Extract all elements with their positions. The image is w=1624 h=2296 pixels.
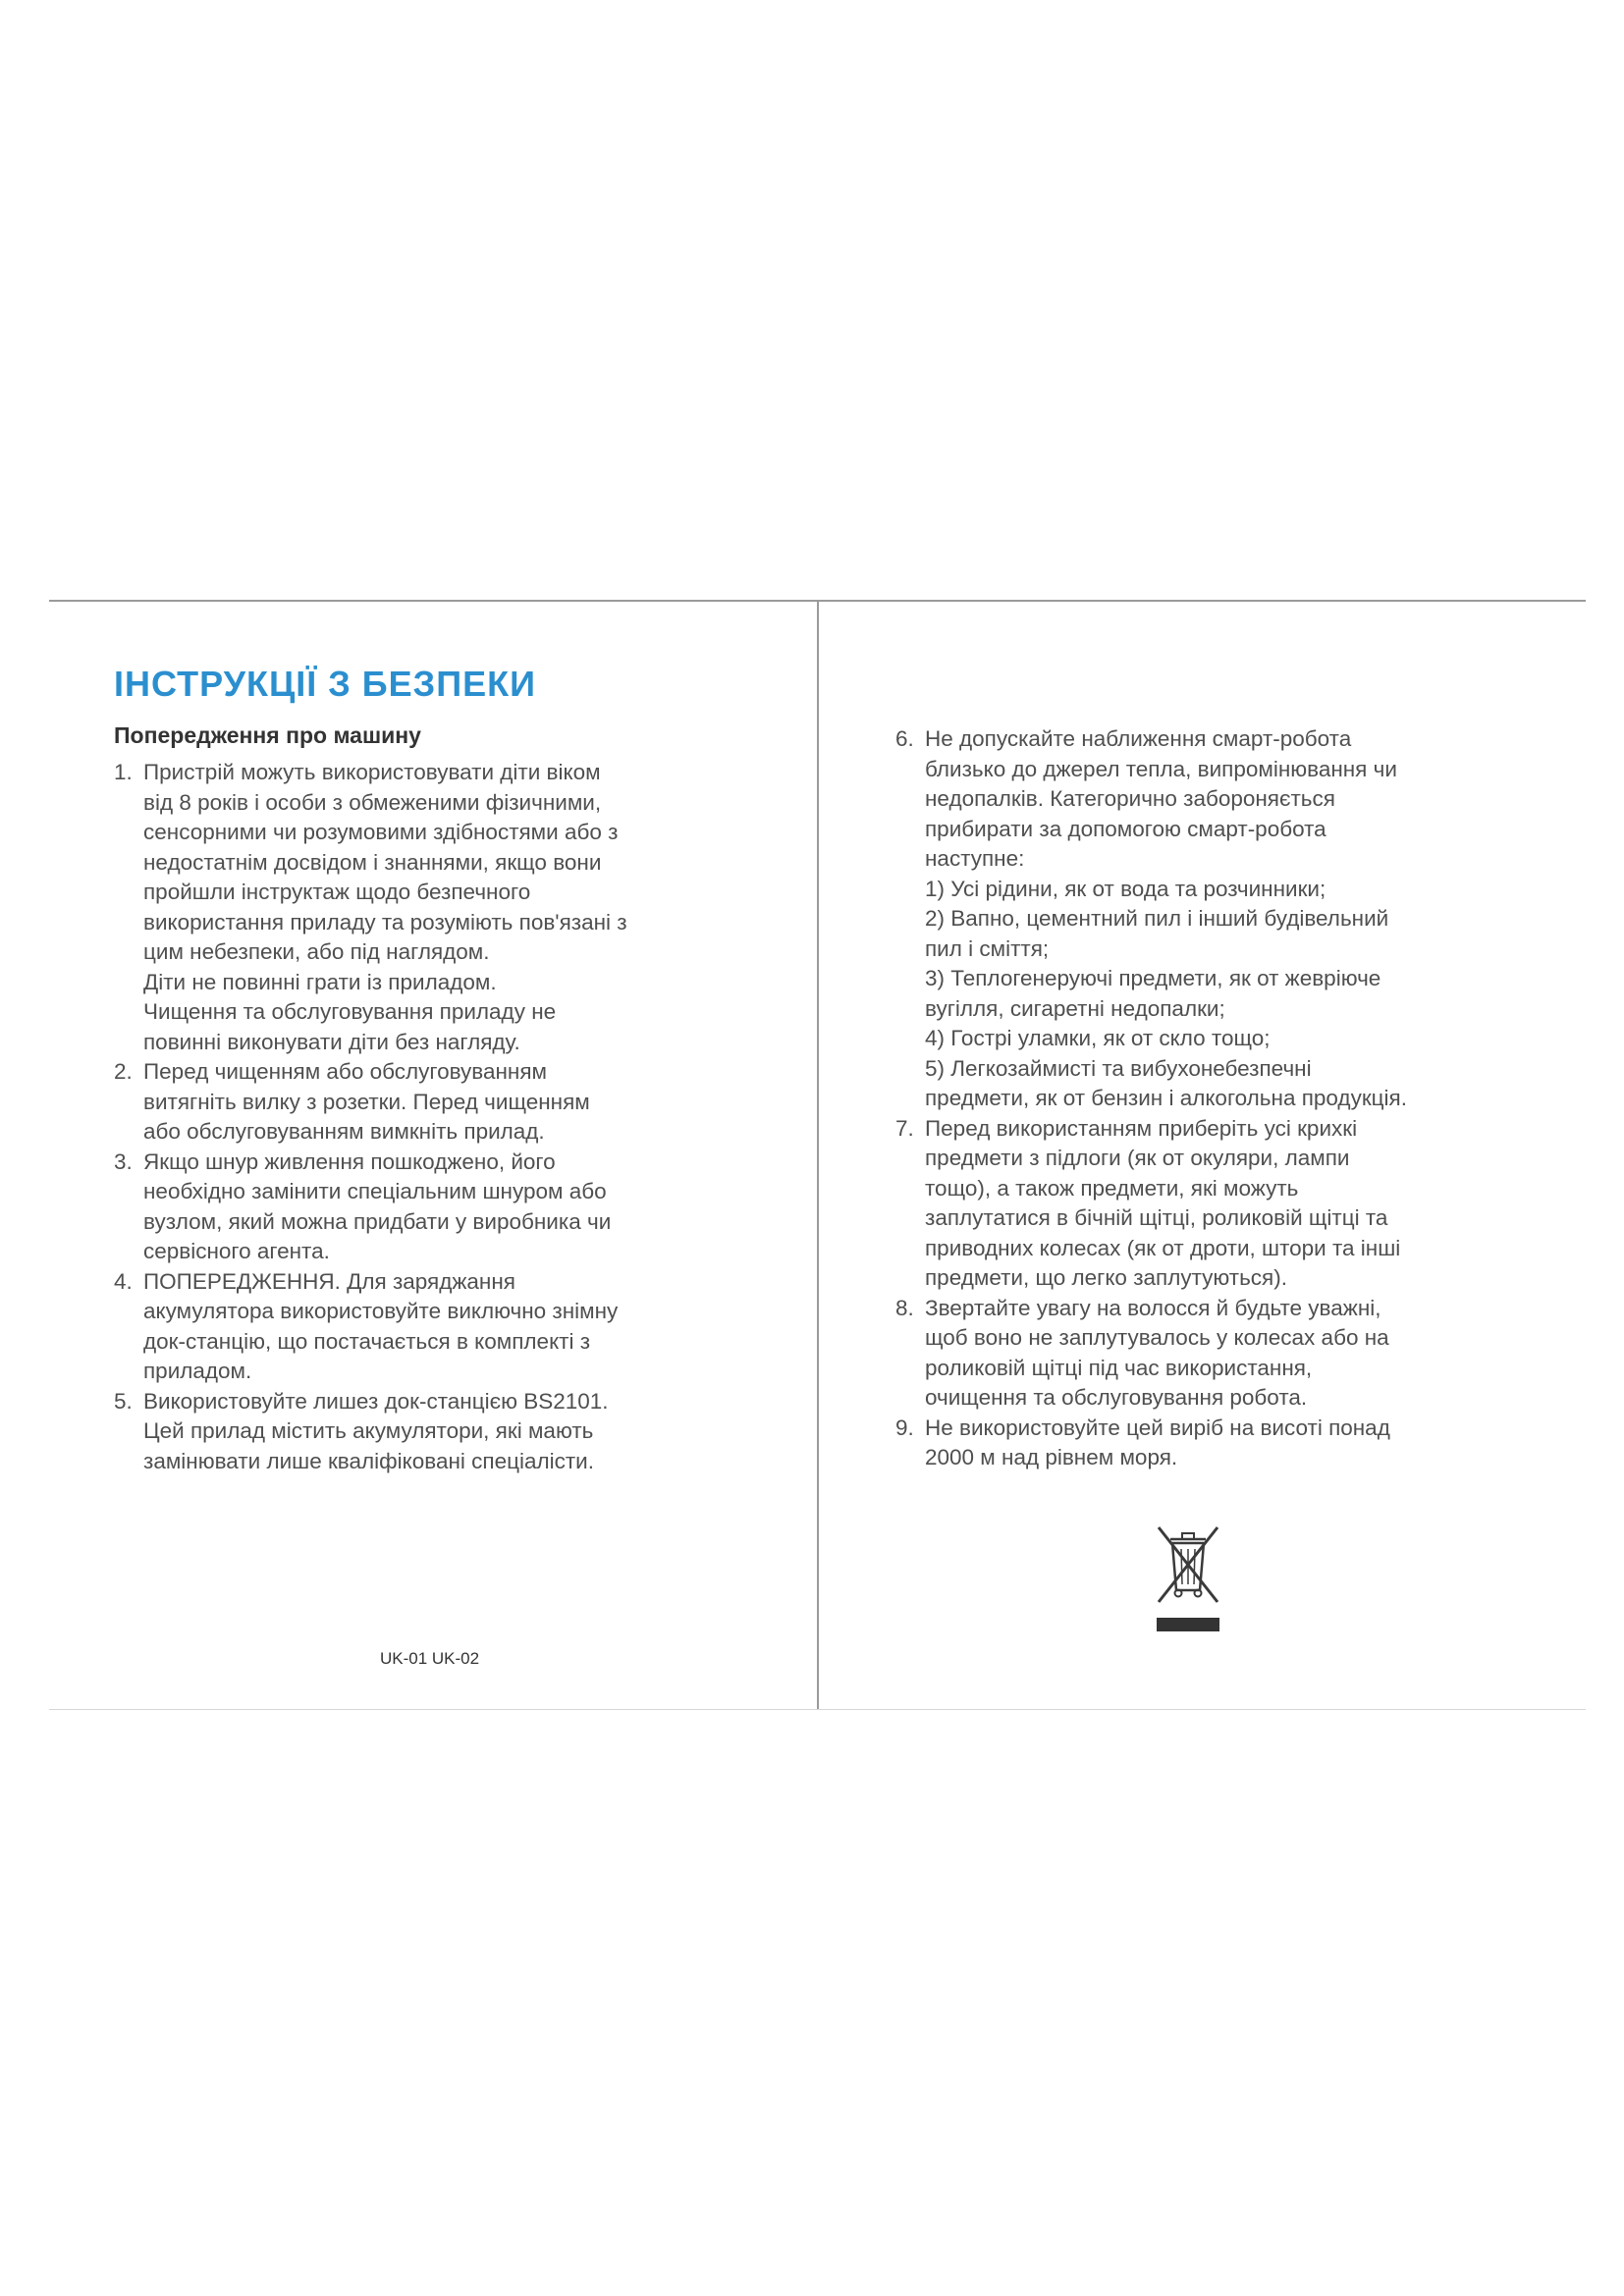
text-line: Перед використанням приберіть усі крихкі [925, 1115, 1358, 1141]
text-line: предмети, як от бензин і алкогольна продукція. [925, 1086, 1407, 1110]
item-text [143, 758, 752, 1057]
text-line: Використовуйте лишез док-станцією BS2101. [143, 1388, 609, 1414]
item-number: 5. [114, 1388, 133, 1414]
text-line: недостатнім досвідом і знаннями, якщо вони [143, 849, 602, 875]
text-line: приводних колесах (як от дроти, штори та інші [925, 1235, 1401, 1260]
item-number: 7. [895, 1115, 914, 1141]
text-line: предмети з підлоги (як от окуляри, лампи [925, 1146, 1350, 1170]
text-line: предмети, що легко заплутуються). [925, 1265, 1287, 1290]
item-number: 8. [895, 1295, 914, 1320]
text-line: вугілля, сигаретні недопалки; [925, 995, 1225, 1021]
text-line: прибирати за допомогою смарт-робота [925, 816, 1326, 841]
item-text [143, 1387, 752, 1477]
text-line: акумулятора використовуйте виключно знімну [143, 1299, 619, 1323]
item-text [143, 1057, 752, 1148]
item-text [925, 1114, 1524, 1294]
list-item [895, 1114, 1524, 1294]
item-number: 2. [114, 1059, 133, 1084]
item-number: 4. [114, 1268, 133, 1294]
list-item [895, 724, 1524, 1114]
item-text [925, 1294, 1524, 1414]
center-divider [817, 600, 819, 1710]
list-item [114, 1387, 752, 1477]
text-line: 2000 м над рівнем моря. [925, 1445, 1178, 1469]
text-line: сервісного агента. [143, 1239, 330, 1263]
list-item [114, 1057, 752, 1148]
item-number: 3. [114, 1148, 133, 1174]
left-column [114, 758, 752, 1476]
text-line: Чищення та обслуговування приладу не [143, 999, 557, 1024]
text-line: недопалків. Категорично забороняється [925, 786, 1335, 811]
text-line: тощо), а також предмети, які можуть [925, 1175, 1299, 1201]
text-line: пил і сміття; [925, 935, 1050, 961]
text-line: 1) Усі рідини, як от вода та розчинники; [925, 876, 1326, 901]
text-line: Не допускайте наближення смарт-робота [925, 726, 1352, 751]
text-line: пройшли інструктаж щодо безпечного [143, 880, 531, 904]
item-number: 1. [114, 760, 133, 784]
text-line: цим небезпеки, або під наглядом. [143, 939, 490, 964]
text-line: 2) Вапно, цементний пил і інший будівельний [925, 906, 1389, 931]
item-text [925, 724, 1524, 1114]
text-line: необхідно замінити спеціальним шнуром або [143, 1179, 607, 1203]
text-line: Звертайте увагу на волосся й будьте уважні, [925, 1295, 1381, 1320]
text-line: 4) Гострі уламки, як от скло тощо; [925, 1026, 1271, 1050]
text-line: або обслуговуванням вимкніть прилад. [143, 1119, 545, 1144]
text-line: сенсорними чи розумовими здібностями або з [143, 820, 619, 844]
text-line: заплутатися в бічній щітці, роликовій щітці та [925, 1205, 1388, 1230]
text-line: повинні виконувати діти без нагляду. [143, 1029, 520, 1054]
text-line: 5) Легкозаймисті та вибухонебезпечні [925, 1055, 1312, 1081]
right-column [895, 724, 1524, 1473]
text-line: використання приладу та розуміють пов'язані з [143, 909, 627, 934]
text-line: Пристрій можуть використовувати діти віком [143, 760, 601, 784]
text-line: вузлом, який можна придбати у виробника чи [143, 1208, 612, 1234]
text-line: Якщо шнур живлення пошкоджено, його [143, 1148, 556, 1174]
list-item [114, 1148, 752, 1267]
text-line: витягніть вилку з розетки. Перед чищенням [143, 1089, 590, 1114]
text-line: від 8 років і особи з обмеженими фізичними, [143, 789, 602, 815]
list-item [895, 1294, 1524, 1414]
weee-crossed-bin-icon [1149, 1522, 1227, 1639]
text-line: близько до джерел тепла, випромінювання чи [925, 756, 1397, 781]
section-subtitle: Попередження про машину [114, 722, 421, 748]
text-line: роликовій щітці під час використання, [925, 1355, 1313, 1380]
text-line: Перед чищенням або обслуговуванням [143, 1059, 548, 1084]
text-line: приладом. [143, 1359, 252, 1383]
list-item [895, 1414, 1524, 1473]
text-line: ПОПЕРЕДЖЕННЯ. Для заряджання [143, 1268, 515, 1294]
page-numbers: UK-01 UK-02 [380, 1649, 480, 1668]
page-title: ІНСТРУКЦІЇ З БЕЗПЕКИ [114, 664, 536, 704]
item-number: 6. [895, 726, 914, 751]
text-line: 3) Теплогенеруючі предмети, як от жевріюче [925, 966, 1381, 990]
text-line: замінювати лише кваліфіковані спеціалісти. [143, 1448, 594, 1473]
text-line: очищення та обслуговування робота. [925, 1385, 1308, 1410]
text-line: Діти не повинні грати із приладом. [143, 969, 497, 994]
item-text [143, 1267, 752, 1387]
text-line: док-станцію, що постачається в комплекті з [143, 1328, 591, 1354]
bottom-divider [49, 1709, 1586, 1710]
list-item [114, 758, 752, 1057]
text-line: Не використовуйте цей виріб на висоті понад [925, 1415, 1390, 1440]
item-text [925, 1414, 1524, 1473]
text-line: наступне: [925, 846, 1025, 871]
item-text [143, 1148, 752, 1267]
text-line: Цей прилад містить акумулятори, які мають [143, 1418, 594, 1443]
text-line: щоб воно не заплутувалось у колесах або на [925, 1325, 1389, 1350]
list-item [114, 1267, 752, 1387]
item-number: 9. [895, 1415, 914, 1440]
